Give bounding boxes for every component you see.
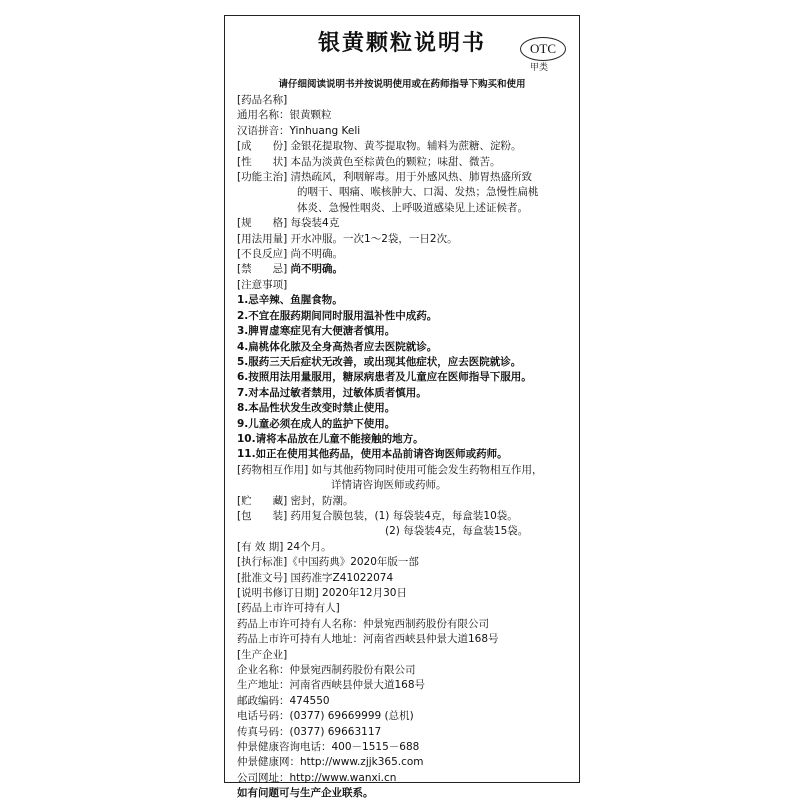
otc-class-label: 甲类 bbox=[530, 63, 549, 73]
properties: [性 状] 本品为淡黄色至棕黄色的颗粒；味甜、微苦。 bbox=[237, 155, 501, 168]
precaution-item: 3.脾胃虚寒症见有大便溏者慎用。 bbox=[237, 325, 396, 338]
interactions-line-2: 详情请咨询医师或药师。 bbox=[331, 479, 447, 492]
indications-line-1: [功能主治] 清热疏风，利咽解毒。用于外感风热、肺胃热盛所致 bbox=[237, 171, 533, 184]
precaution-item: 9.儿童必须在成人的监护下使用。 bbox=[237, 417, 396, 430]
health-website: 仲景健康网：http://www.zjjk365.com bbox=[237, 756, 424, 769]
package-line-2: (2) 每袋装4克，每盒装15袋。 bbox=[385, 525, 529, 538]
standard: [执行标准]《中国药典》2020年版一部 bbox=[237, 556, 419, 569]
generic-name: 通用名称：银黄颗粒 bbox=[237, 109, 332, 122]
production-address: 生产地址：河南省西峡县仲景大道168号 bbox=[237, 679, 426, 692]
reading-notice: 请仔细阅读说明书并按说明使用或在药师指导下购买和使用 bbox=[278, 79, 526, 90]
company-name: 企业名称：仲景宛西制药股份有限公司 bbox=[237, 664, 416, 677]
contraindications-value: 尚不明确。 bbox=[290, 263, 344, 276]
specification: [规 格] 每袋装4克 bbox=[237, 217, 340, 230]
adverse-reactions: [不良反应] 尚不明确。 bbox=[237, 248, 344, 261]
contact-note: 如有问题可与生产企业联系。 bbox=[237, 787, 374, 800]
mah-name: 药品上市许可持有人名称：仲景宛西制药股份有限公司 bbox=[237, 617, 489, 630]
ingredients: [成 份] 金银花提取物、黄芩提取物。辅料为蔗糖、淀粉。 bbox=[237, 140, 522, 153]
manufacturer-heading: [生产企业] bbox=[237, 648, 288, 661]
mah-heading: [药品上市许可持有人] bbox=[237, 602, 340, 615]
precaution-item: 8.本品性状发生改变时禁止使用。 bbox=[237, 402, 396, 415]
document-title: 银黄颗粒说明书 bbox=[317, 31, 486, 56]
dosage: [用法用量] 开水冲服。一次1～2袋，一日2次。 bbox=[237, 232, 458, 245]
precaution-item: 5.服药三天后症状无改善，或出现其他症状，应去医院就诊。 bbox=[237, 355, 522, 368]
postal-code: 邮政编码：474550 bbox=[237, 694, 330, 707]
interactions-line-1: [药物相互作用] 如与其他药物同时使用可能会发生药物相互作用， bbox=[237, 463, 543, 476]
package-line-1: [包 装] 药用复合膜包装，(1) 每袋装4克，每盒装10袋。 bbox=[237, 509, 518, 522]
precaution-item: 2.不宜在服药期间同时服用温补性中成药。 bbox=[237, 309, 438, 322]
contraindications bbox=[237, 262, 573, 277]
precaution-item: 10.请将本品放在儿童不能接触的地方。 bbox=[237, 432, 424, 445]
indications-line-2: 的咽干、咽痛、喉核肿大、口渴、发热；急慢性扁桃 bbox=[297, 186, 539, 199]
instruction-sheet bbox=[224, 15, 580, 800]
otc-badge: OTC bbox=[520, 37, 566, 61]
revision-date: [说明书修订日期] 2020年12月30日 bbox=[237, 587, 407, 599]
precaution-item: 7.对本品过敏者禁用，过敏体质者慎用。 bbox=[237, 386, 427, 399]
mah-address: 药品上市许可持有人地址：河南省西峡县仲景大道168号 bbox=[237, 633, 499, 646]
drug-name-heading: [药品名称] bbox=[237, 94, 288, 106]
precaution-item: 6.按照用法用量服用，糖尿病患者及儿童应在医师指导下服用。 bbox=[237, 371, 532, 384]
company-website: 公司网址：http://www.wanxi.cn bbox=[237, 771, 397, 784]
precaution-item: 11.如正在使用其他药品，使用本品前请咨询医师或药师。 bbox=[237, 448, 508, 461]
instruction-content bbox=[237, 93, 573, 802]
precaution-item: 4.扁桃体化脓及全身高热者应去医院就诊。 bbox=[237, 340, 438, 353]
approval-number: [批准文号] 国药准字Z41022074 bbox=[237, 571, 394, 584]
hotline: 仲景健康咨询电话：400－1515－688 bbox=[237, 741, 420, 754]
pinyin-name: 汉语拼音：Yinhuang Keli bbox=[237, 124, 361, 137]
indications-line-3: 体炎、急慢性咽炎、上呼吸道感染见上述证候者。 bbox=[297, 201, 528, 214]
storage: [贮 藏] 密封，防潮。 bbox=[237, 494, 354, 507]
fax-number: 传真号码：(0377) 69663117 bbox=[237, 725, 382, 738]
precaution-item: 1.忌辛辣、鱼腥食物。 bbox=[237, 294, 343, 307]
validity: [有 效 期] 24个月。 bbox=[237, 540, 332, 553]
precautions-heading: [注意事项] bbox=[237, 278, 288, 291]
phone-number: 电话号码：(0377) 69669999 (总机) bbox=[237, 710, 414, 723]
contraindications-label: [禁 忌] bbox=[237, 263, 288, 276]
